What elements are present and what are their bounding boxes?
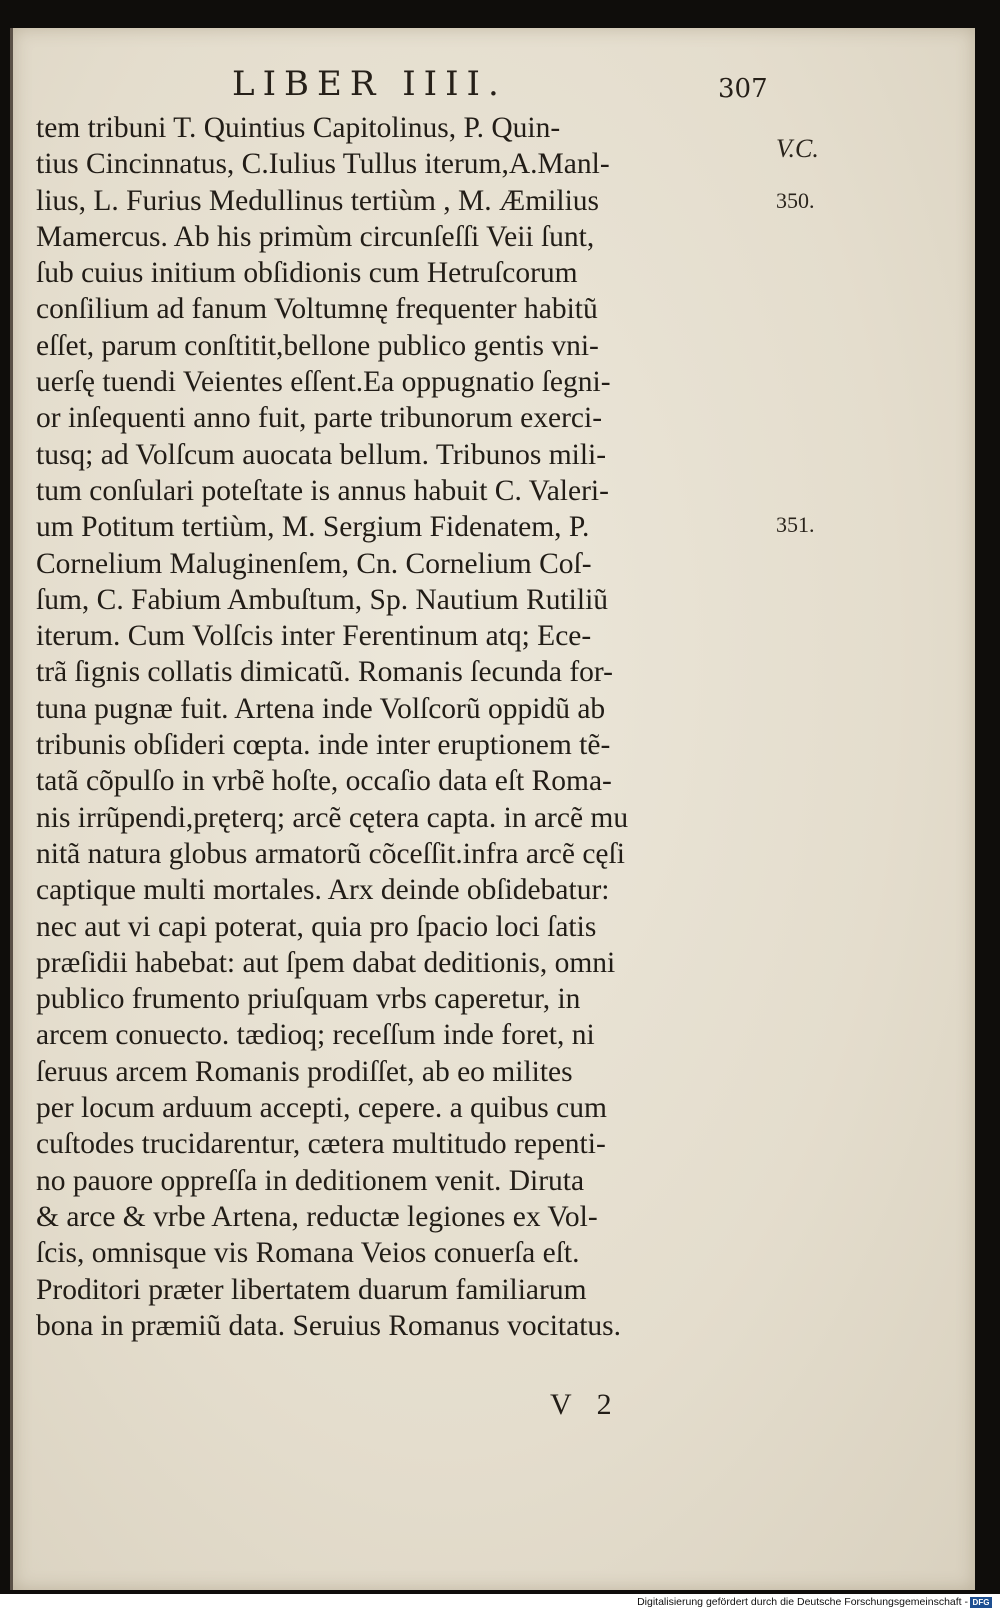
text-line: tatã cõpulſo in vrbẽ hoſte, occaſio data eſt Roma-: [36, 765, 612, 798]
text-line: tribunis obſideri cœpta. inde inter eruptionem tẽ-: [36, 729, 611, 762]
text-line: cuſtodes trucidarentur, cætera multitudo repenti-: [36, 1128, 606, 1161]
text-line: or inſequenti anno fuit, parte tribunorum exerci-: [36, 402, 603, 435]
text-line: tum conſulari poteſtate is annus habuit C. Valeri-: [36, 474, 609, 507]
text-line: Cornelium Maluginenſem, Cn. Cornelium Coſ-: [36, 547, 592, 580]
text-line: no pauore oppreſſa in deditionem venit. Diruta: [36, 1164, 585, 1197]
text-line: ſeruus arcem Romanis prodiſſet, ab eo milites: [36, 1055, 573, 1088]
signature-mark: V 2: [550, 1388, 612, 1421]
text-line: per locum arduum accepti, cepere. a quibus cum: [36, 1092, 607, 1125]
text-line: trã ſignis collatis dimicatũ. Romanis ſecunda for-: [36, 656, 613, 689]
text-line: iterum. Cum Volſcis inter Ferentinum atq; Ece-: [36, 620, 592, 653]
margin-note-year-label: V.C.: [776, 134, 819, 163]
text-line: ſum, C. Fabium Ambuſtum, Sp. Nautium Rutiliũ: [36, 583, 609, 616]
text-line: conſilium ad fanum Voltumnę frequenter habitũ: [36, 293, 598, 326]
text-line: um Potitum tertiùm, M. Sergium Fidenatem, P.: [36, 511, 590, 544]
text-line: nis irrũpendi,pręterq; arcẽ cętera capta. in arcẽ mu: [36, 801, 629, 834]
page-number: 307: [718, 74, 768, 104]
body-text: [36, 110, 770, 1344]
text-line: ſub cuius initium obſidionis cum Hetruſcorum: [36, 257, 578, 290]
running-head: LIBER IIII.: [232, 64, 507, 104]
margin-note-350: 350.: [776, 188, 815, 213]
text-line: arcem conuecto. tædioq; receſſum inde foret, ni: [36, 1019, 595, 1052]
dfg-logo: DFG: [970, 1597, 992, 1608]
margin-note-351: 351.: [776, 512, 815, 537]
text-line: Proditori præter libertatem duarum familiarum: [36, 1273, 587, 1306]
text-line: præſidii habebat: aut ſpem dabat deditionis, omni: [36, 946, 616, 979]
text-line: & arce & vrbe Artena, reductæ legiones ex Vol-: [36, 1200, 598, 1233]
text-line: publico frumento priuſquam vrbs caperetur, in: [36, 983, 581, 1016]
digitization-credit: Digitalisierung gefördert durch die Deutsche Forschungsgemeinschaft -: [637, 1596, 968, 1608]
text-line: uerſę tuendi Veientes eſſent.Ea oppugnatio ſegni-: [36, 366, 611, 399]
text-line: ſcis, omnisque vis Romana Veios conuerſa eſt.: [36, 1237, 580, 1270]
text-line: captique multi mortales. Arx deinde obſidebatur:: [36, 874, 610, 907]
text-line: nec aut vi capi poterat, quia pro ſpacio loci ſatis: [36, 910, 597, 943]
text-line: Mamercus. Ab his primùm circunſeſſi Veii ſunt,: [36, 220, 595, 253]
text-line: tuna pugnæ fuit. Artena inde Volſcorũ oppidũ ab: [36, 692, 606, 725]
text-line: nitã natura globus armatorũ cõceſſit.infra arcẽ cęſi: [36, 837, 625, 870]
text-line: eſſet, parum conſtitit,bellone publico gentis vni-: [36, 329, 599, 362]
text-line: tem tribuni T. Quintius Capitolinus, P. Quin-: [36, 112, 561, 144]
text-line: lius, L. Furius Medullinus tertiùm , M. Æmilius: [36, 184, 599, 217]
text-line: tusq; ad Volſcum auocata bellum. Tribunos mili-: [36, 438, 607, 471]
text-line: bona in præmiũ data. Seruius Romanus vocitatus.: [36, 1309, 622, 1342]
text-line: tius Cincinnatus, C.Iulius Tullus iterum,A.Manl-: [36, 148, 610, 181]
